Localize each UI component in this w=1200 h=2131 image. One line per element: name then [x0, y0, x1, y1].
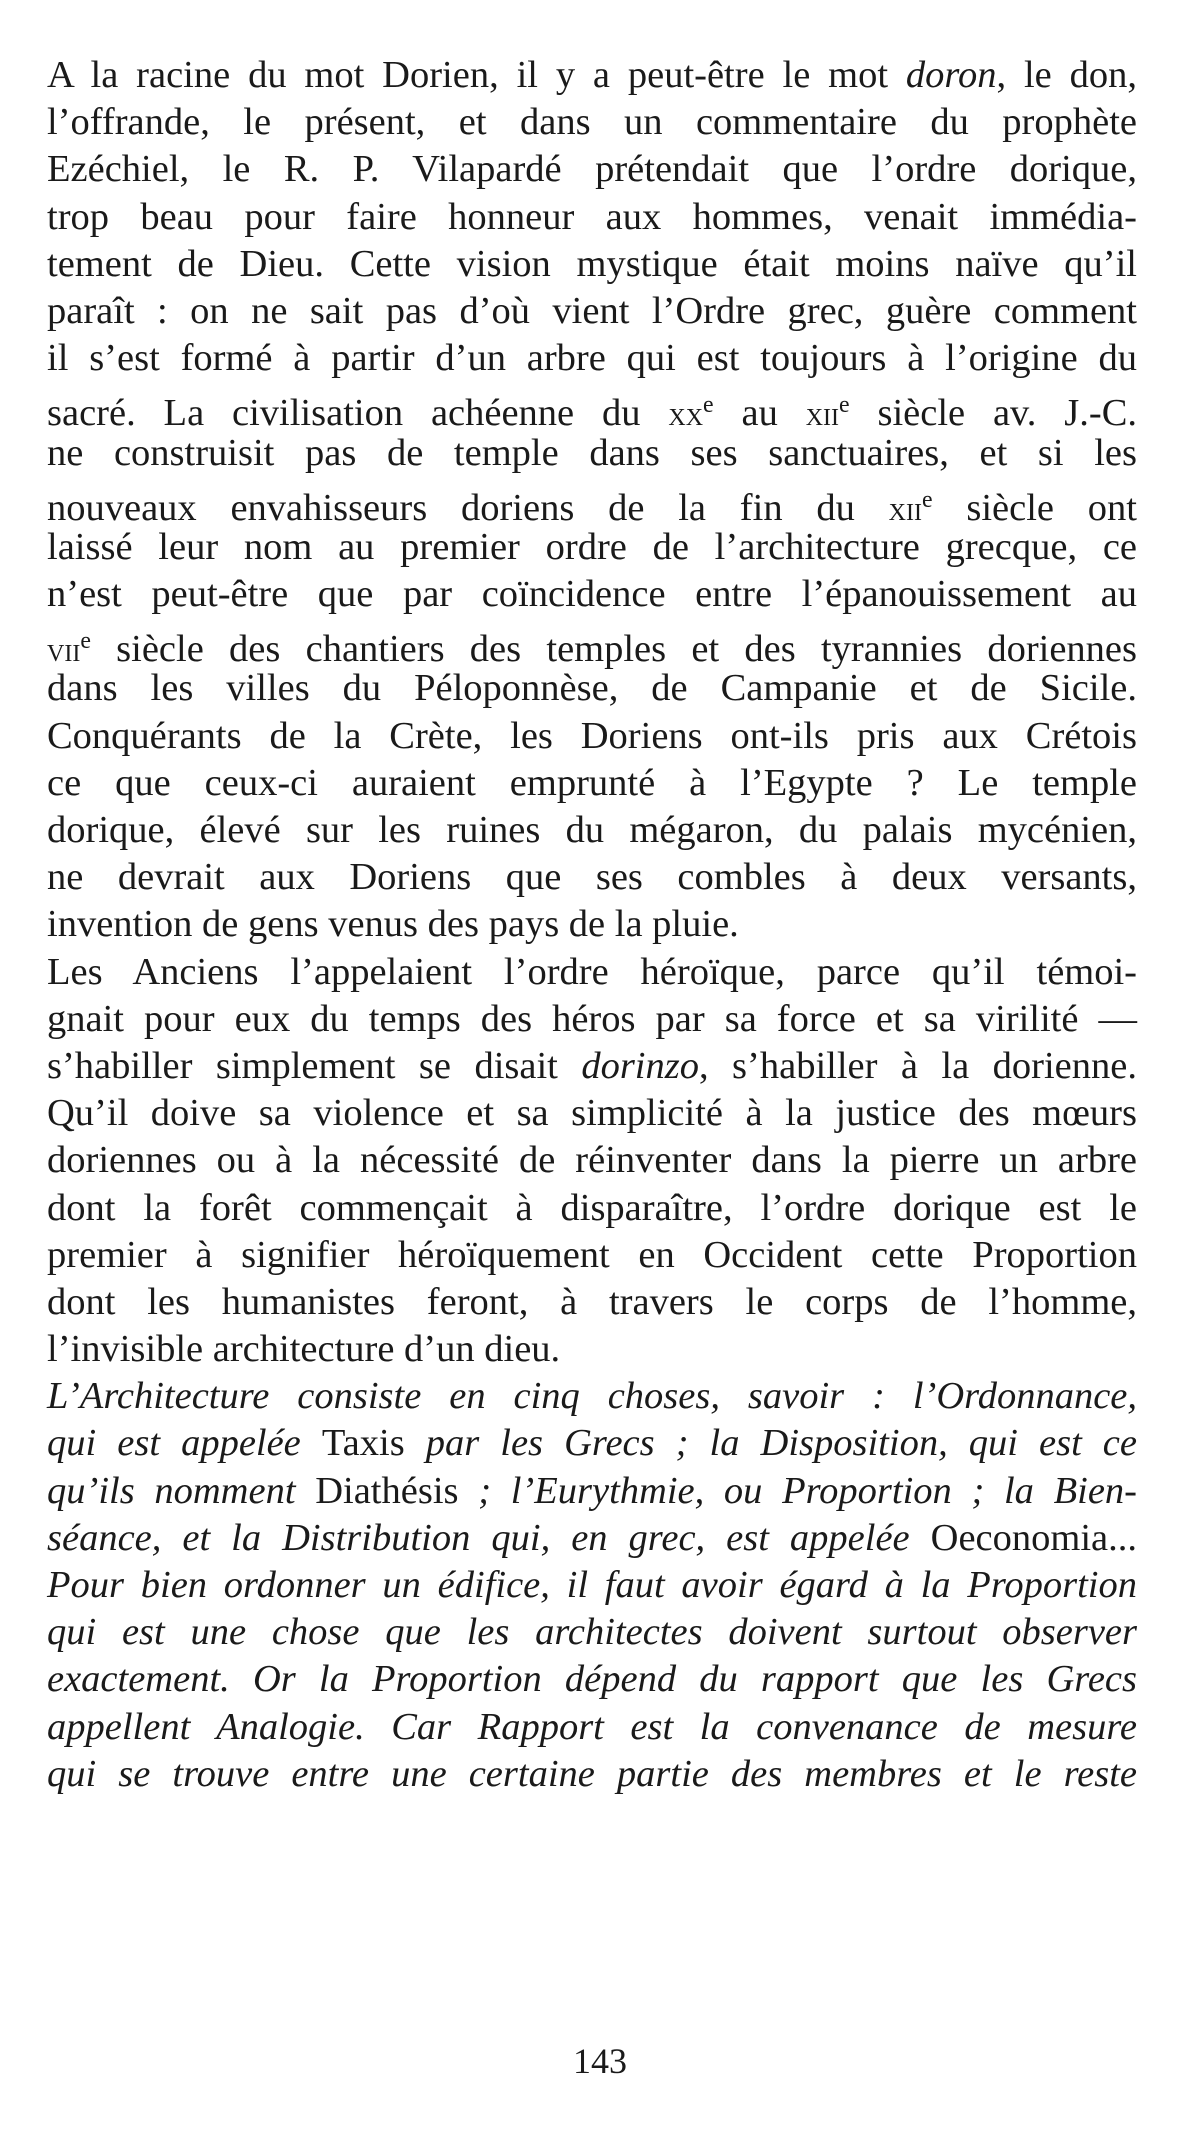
text-line [47, 146, 1137, 193]
text-run: paraît : on ne sait pas d’où vient l’Ordre grec, guère comment [47, 289, 1137, 332]
text-run: , le don, [996, 54, 1137, 96]
text-run: séance, et la Distribution qui, en grec, est appelée [47, 1516, 931, 1559]
text-run: xii [805, 395, 840, 434]
text-run: qui est une chose que les architectes doivent surtout observer [47, 1611, 1137, 1654]
text-run: qui est appelée [47, 1422, 322, 1465]
text-line [47, 1609, 1137, 1656]
text-run: appellent Analogie. Car Rapport est la convenance de mesure [47, 1705, 1137, 1748]
text-run: Qu’il doive sa violence et sa simplicité à la justice des mœurs [47, 1092, 1137, 1135]
text-run: doriennes ou à la nécessité de réinventer dans la pierre un arbre [47, 1139, 1137, 1182]
text-run: e [839, 392, 850, 419]
text-line [47, 1090, 1137, 1137]
text-run: dont les humanistes feront, à travers le corps de l’homme, [47, 1280, 1137, 1323]
text-line [47, 1185, 1137, 1232]
text-run: trop beau pour faire honneur aux hommes, venait immédia- [47, 195, 1137, 238]
text-run: xii [888, 489, 922, 528]
text-line [47, 288, 1137, 335]
text-run: e [703, 392, 714, 419]
text-run: Les Anciens l’appelaient l’ordre héroïque, parce qu’il témoi- [47, 950, 1137, 993]
text-line [47, 618, 1137, 671]
text-run: ne devrait aux Doriens que ses combles à deux versants, [47, 856, 1137, 899]
text-line [47, 241, 1137, 288]
text-run: laissé leur nom au premier ordre de l’architecture grecque, ce [47, 525, 1137, 568]
text-line [47, 1751, 1137, 1798]
text-run: dorique, élevé sur les ruines du mégaron, du palais mycénien, [47, 809, 1137, 851]
text-line [47, 477, 1137, 529]
text-run: Conquérants de la Crète, les Doriens ont-ils pris aux Crétois [47, 714, 1137, 757]
text-run: Diathésis [315, 1469, 459, 1512]
text-line [47, 949, 1137, 996]
text-run: par les Grecs ; la Disposition, qui est ce [404, 1422, 1137, 1465]
text-run: n’est peut-être que par coïncidence entre l’épanouissement au [47, 573, 1137, 616]
text-run: siècle ont [932, 486, 1137, 529]
text-line [47, 52, 1137, 99]
text-run: qui se trouve entre une certaine partie des membres et le reste [47, 1752, 1137, 1795]
text-line [47, 1562, 1137, 1609]
text-run: A la racine du mot Dorien, il y a peut-être le mot [47, 54, 906, 96]
text-run: dans les villes du Péloponnèse, de Campanie et de Sicile. [47, 667, 1137, 710]
text-line [47, 807, 1137, 854]
text-line [47, 99, 1137, 146]
text-run: , s’habiller à la dorienne. [698, 1044, 1137, 1087]
body-text [47, 52, 1137, 1798]
text-run: au [713, 392, 806, 435]
text-line [47, 1326, 1137, 1373]
text-line [47, 1373, 1137, 1420]
text-line [47, 1515, 1137, 1562]
text-run: exactement. Or la Proportion dépend du rapport que les Grecs [47, 1658, 1137, 1701]
text-line [47, 524, 1137, 571]
text-line [47, 1704, 1137, 1751]
text-line [47, 571, 1137, 618]
text-line [47, 430, 1137, 477]
text-line [47, 1232, 1137, 1279]
text-run: l’offrande, le présent, et dans un commentaire du prophète [47, 101, 1137, 144]
text-run: xx [668, 395, 704, 434]
text-run: dont la forêt commençait à disparaître, l’ordre dorique est le [47, 1186, 1137, 1229]
text-run: ; l’Eurythmie, ou Proportion ; la Bien- [458, 1469, 1137, 1512]
text-run: siècle av. J.-C. [849, 392, 1138, 435]
text-line [47, 854, 1137, 901]
text-line [47, 194, 1137, 241]
text-line [47, 760, 1137, 807]
text-run: siècle des chantiers des temples et des tyrannies doriennes [90, 628, 1137, 671]
text-run: nouveaux envahisseurs doriens de la fin du [47, 486, 889, 529]
text-run: tement de Dieu. Cette vision mystique était moins naïve qu’il [47, 242, 1137, 285]
text-line [47, 665, 1137, 712]
text-run: Oeconomia... [930, 1516, 1137, 1559]
text-run: ce que ceux-ci auraient emprunté à l’Egypte ? Le temple [47, 761, 1137, 804]
text-line [47, 996, 1137, 1043]
text-run: invention de gens venus des pays de la pluie. [47, 903, 739, 946]
text-run: il s’est formé à partir d’un arbre qui est toujours à l’origine du [47, 337, 1137, 380]
text-run: s’habiller simplement se disait [47, 1044, 582, 1087]
text-run: Taxis [321, 1422, 405, 1465]
text-run: L’Architecture consiste en cinq choses, savoir : l’Ordonnance, [47, 1375, 1137, 1418]
text-run: qu’ils nomment [47, 1469, 316, 1512]
text-run: e [921, 486, 933, 513]
text-run: ne construisit pas de temple dans ses sanctuaires, et si les [47, 431, 1137, 474]
page-number: 143 [573, 2041, 627, 2081]
text-run: Ezéchiel, le R. P. Vilapardé prétendait que l’ordre dorique, [47, 148, 1137, 191]
text-line [47, 713, 1137, 760]
text-line [47, 1043, 1137, 1090]
text-run: dorinzo [581, 1044, 699, 1087]
text-run: sacré. La civilisation achéenne du [47, 392, 669, 435]
text-run: premier à signifier héroïquement en Occident cette Proportion [47, 1233, 1137, 1276]
text-run: vii [47, 631, 81, 670]
text-line [47, 382, 1138, 435]
text-line [47, 1468, 1137, 1515]
text-line [47, 1279, 1137, 1326]
text-run: Pour bien ordonner un édifice, il faut avoir égard à la Proportion [47, 1564, 1137, 1606]
text-run: doron [905, 54, 997, 96]
text-run: e [80, 628, 91, 655]
text-line [47, 335, 1137, 382]
text-run: l’invisible architecture d’un dieu. [47, 1328, 561, 1371]
text-run: gnait pour eux du temps des héros par sa force et sa virilité — [47, 997, 1137, 1040]
text-line [47, 1137, 1137, 1184]
text-line [47, 1656, 1137, 1703]
text-line [47, 901, 1137, 948]
text-line [47, 1420, 1137, 1467]
